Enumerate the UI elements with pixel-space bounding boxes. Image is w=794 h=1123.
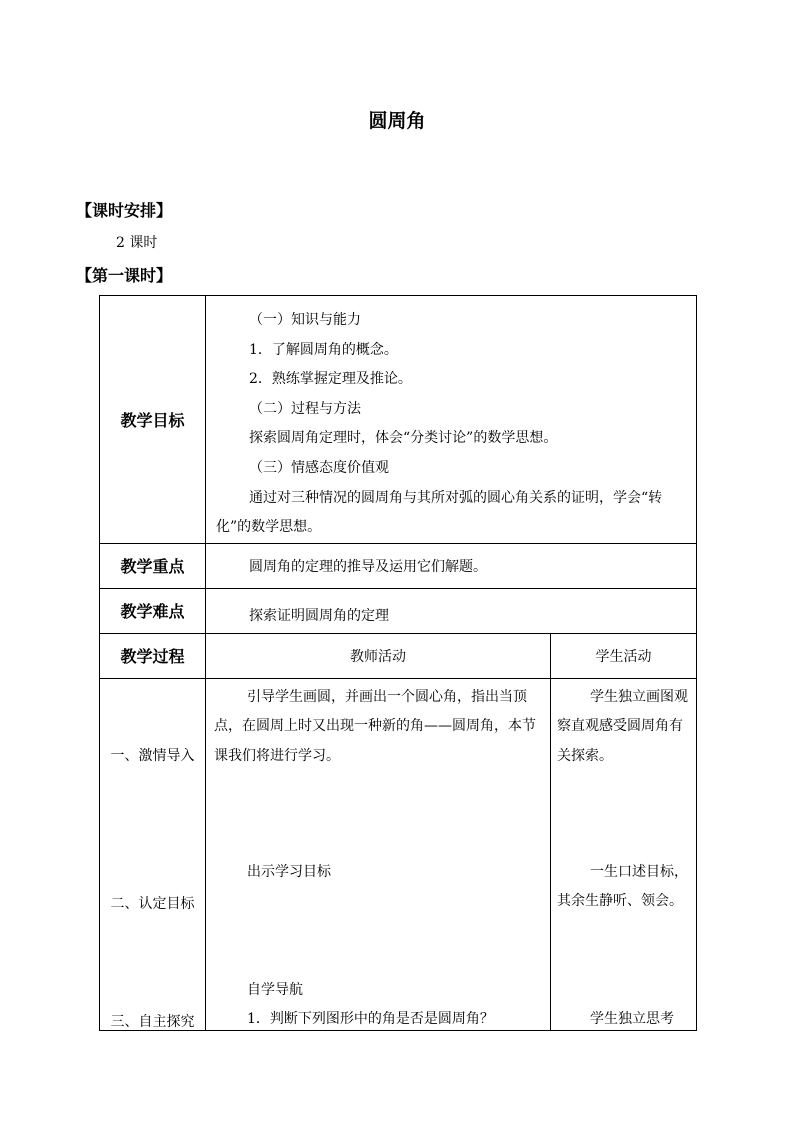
stage-label: 三、自主探究 xyxy=(110,1013,195,1030)
teacher-activity-header: 教师活动 xyxy=(206,633,551,678)
teacher-activity-text: 1．判断下列图形中的角是否是圆周角？ xyxy=(247,1010,494,1027)
student-activity-text: 学生独立画图观察直观感受圆周角有关探索。 xyxy=(557,688,688,764)
section-schedule-heading: 【课时安排】 xyxy=(76,201,173,220)
goals-line: 通过对三种情况的圆周角与其所对弧的圆心角关系的证明，学会“转化”的数学思想。 xyxy=(216,489,663,536)
teacher-activity-text: 自学导航 xyxy=(247,981,303,998)
process-label: 教学过程 xyxy=(100,633,206,678)
student-activity-text: 学生独立思考 xyxy=(590,1010,674,1027)
stage-label: 二、认定目标 xyxy=(110,895,195,912)
key-point-label: 教学重点 xyxy=(100,543,206,588)
lesson-plan-table xyxy=(99,295,697,1031)
student-activity-header: 学生活动 xyxy=(551,633,697,678)
difficulty-text: 探索证明圆周角的定理 xyxy=(206,588,697,633)
student-activity-column xyxy=(551,678,697,1030)
key-point-text: 圆周角的定理的推导及运用它们解题。 xyxy=(206,543,697,588)
teacher-activity-text: 出示学习目标 xyxy=(247,863,331,880)
doc-title: 圆周角 xyxy=(368,110,426,132)
goals-line: 2．熟练掌握定理及推论。 xyxy=(249,371,412,388)
goals-line: 探索圆周角定理时，体会“分类讨论”的数学思想。 xyxy=(249,430,558,447)
goals-line: （二）过程与方法 xyxy=(249,400,361,417)
student-activity-text: 一生口述目标，其余生静听、领会。 xyxy=(557,863,688,910)
stage-label: 一、激情导入 xyxy=(110,747,195,764)
goals-line: （三）情感态度价值观 xyxy=(249,459,389,476)
teacher-activity-text: 引导学生画圆，并画出一个圆心角，指出当顶点，在圆周上时又出现一种新的角——圆周角，本节课我们将进行学习。 xyxy=(214,688,536,764)
teacher-activity-column xyxy=(206,678,551,1030)
goals-content xyxy=(206,296,697,544)
goals-line: （一）知识与能力 xyxy=(249,312,361,328)
difficulty-label: 教学难点 xyxy=(100,588,206,633)
stage-column xyxy=(100,678,206,1030)
lesson-hours: 2 课时 xyxy=(116,235,158,251)
goals-line: 1．了解圆周角的概念。 xyxy=(249,341,398,358)
section-first-lesson-heading: 【第一课时】 xyxy=(76,266,173,285)
goals-label: 教学目标 xyxy=(100,296,206,544)
